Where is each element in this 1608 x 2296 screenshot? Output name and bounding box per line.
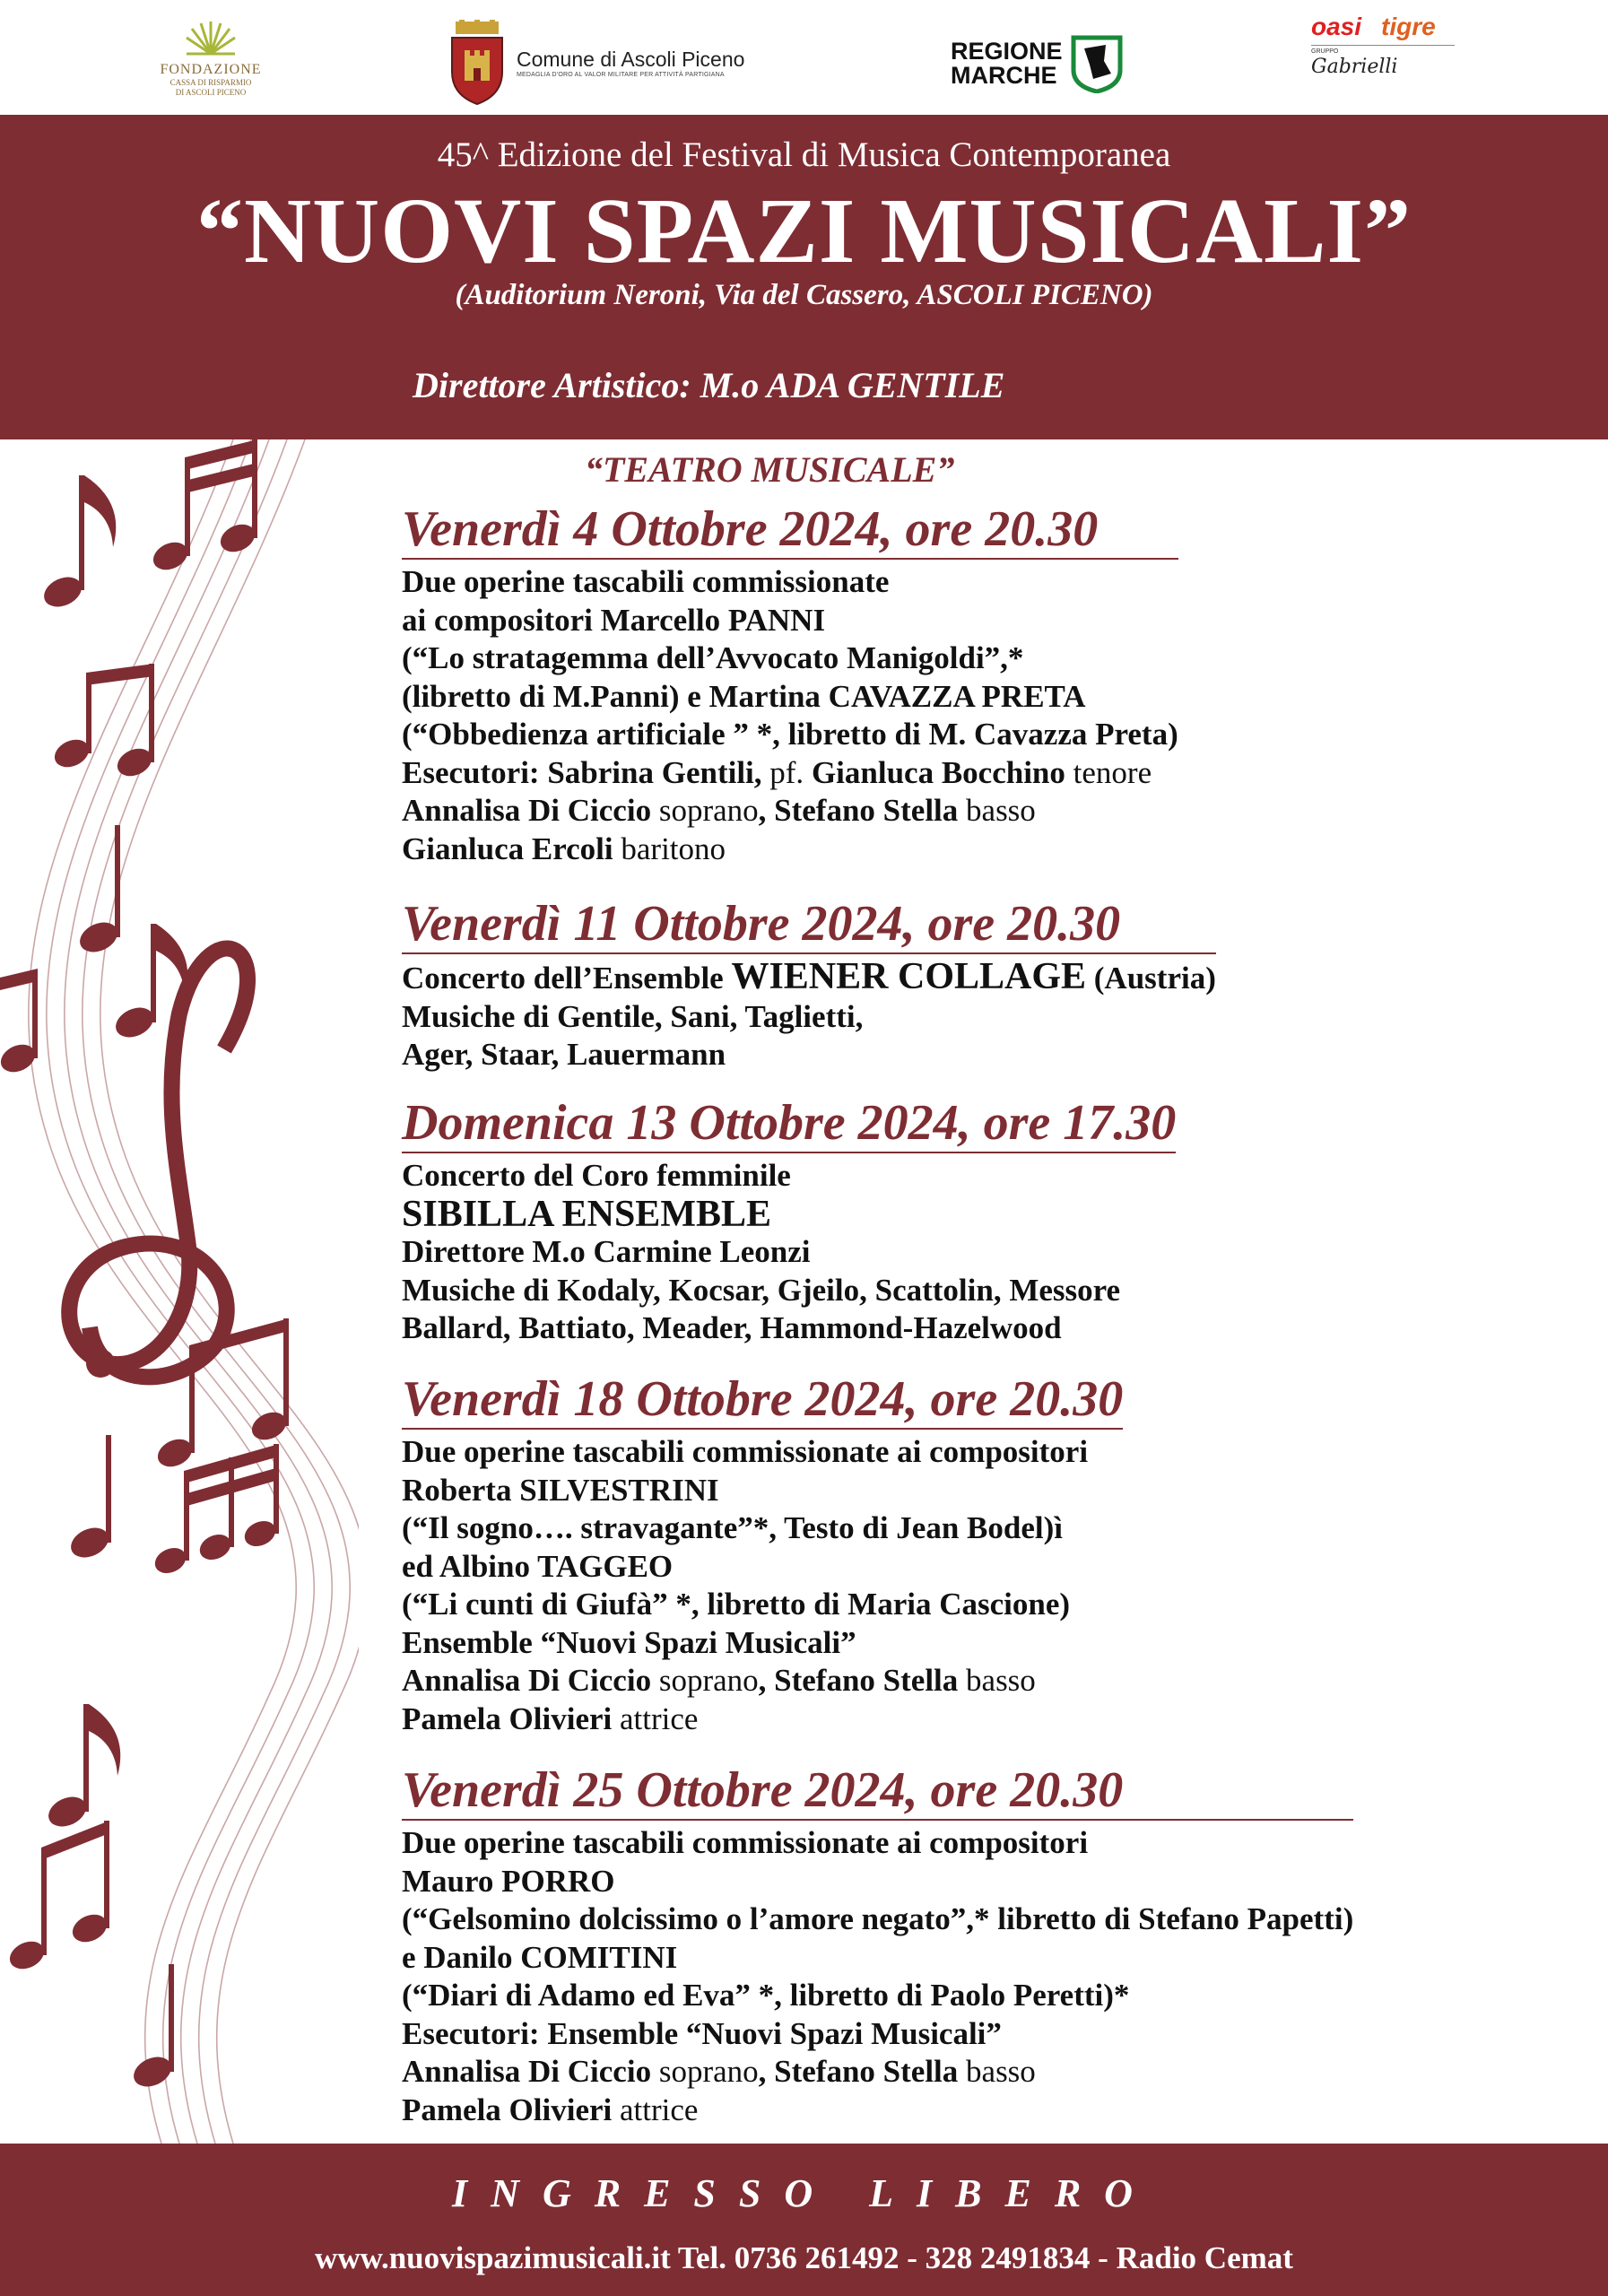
detail-text: (“Li cunti di Giufà” *, libretto di Maria Cascione) <box>402 1587 1071 1622</box>
event-detail-line <box>402 1472 1123 1510</box>
comune-subtitle: MEDAGLIA D'ORO AL VALOR MILITARE PER ATTIVITÀ PARTIGIANA <box>517 72 725 78</box>
comune-name: Comune di Ascoli Piceno <box>517 48 745 71</box>
oasi-tigre-logo <box>1311 13 1455 78</box>
event-date: Venerdì 25 Ottobre 2024, ore 20.30 <box>402 1762 1124 1818</box>
detail-text: Ensemble “Nuovi Spazi Musicali” <box>402 1624 856 1660</box>
role-text: soprano <box>658 1663 759 1698</box>
section-title: “TEATRO MUSICALE” <box>585 449 955 490</box>
detail-text: Due operine tascabili commissionate <box>402 564 890 599</box>
detail-text: Musiche di Kodaly, Kocsar, Gjeilo, Scattolin, Messore <box>402 1272 1121 1308</box>
detail-text: Roberta SILVESTRINI <box>402 1472 719 1508</box>
event-detail-line <box>402 1509 1123 1548</box>
detail-text: Annalisa Di Ciccio <box>402 1663 659 1698</box>
detail-text: ed Albino TAGGEO <box>402 1548 674 1584</box>
regione-line2: MARCHE <box>951 62 1057 89</box>
date-underline <box>402 1819 1353 1821</box>
beamed-notes-icon <box>0 969 39 1077</box>
role-text: pf. <box>769 754 812 790</box>
beamed-notes-icon <box>5 1821 111 1974</box>
event-detail-line <box>402 1157 1176 1196</box>
role-text: tenore <box>1073 754 1152 790</box>
role-text: basso <box>966 2054 1036 2089</box>
detail-text: , Stefano Stella <box>758 793 967 828</box>
event-date: Domenica 13 Ottobre 2024, ore 17.30 <box>402 1095 1177 1151</box>
role-text: basso <box>966 1663 1036 1698</box>
event-detail-line <box>402 2092 1353 2130</box>
role-text: baritono <box>621 831 726 866</box>
event-detail-line <box>402 639 1178 678</box>
event-detail-line <box>402 958 1216 998</box>
role-text: soprano <box>658 793 759 828</box>
event-detail-line <box>402 1863 1353 1901</box>
detail-text: Gianluca Ercoli <box>402 831 621 866</box>
oasi-wordmark: oasi <box>1311 13 1362 40</box>
detail-text: (Austria) <box>1086 961 1216 996</box>
detail-text: Ballard, Battiato, Meader, Hammond-Hazelwood <box>402 1310 1062 1345</box>
footer-band <box>0 2144 1608 2296</box>
festival-venue: (Auditorium Neroni, Via del Cassero, ASCOLI PICENO) <box>455 279 1153 311</box>
event-block <box>402 897 1216 1074</box>
sponsor-logos-bar <box>0 0 1608 115</box>
role-text: soprano <box>658 2054 759 2089</box>
event-detail-line <box>402 1548 1123 1587</box>
beamed-notes-icon <box>50 664 156 781</box>
detail-text: (“Diari di Adamo ed Eva” *, libretto di Paolo Peretti)* <box>402 1978 1130 2013</box>
artistic-director: Direttore Artistico: M.o ADA GENTILE <box>413 365 1005 405</box>
event-block <box>402 502 1178 868</box>
detail-text: Gianluca Bocchino <box>811 754 1073 790</box>
eighth-note-icon <box>39 475 117 613</box>
fondazione-line2: DI ASCOLI PICENO <box>175 88 247 97</box>
fondazione-name: FONDAZIONE <box>160 62 262 77</box>
detail-text: (“Obbedienza artificiale ” *, libretto di M. Cavazza Preta) <box>402 717 1178 752</box>
event-block <box>402 1372 1123 1738</box>
event-detail-line <box>402 754 1178 793</box>
detail-text: Annalisa Di Ciccio <box>402 793 659 828</box>
event-block <box>402 1096 1176 1348</box>
detail-text: e Danilo COMITINI <box>402 1939 678 1975</box>
event-detail-line <box>402 1272 1176 1310</box>
detail-text: Concerto del Coro femminile <box>402 1158 791 1193</box>
detail-text: Due operine tascabili commissionate ai compositori <box>402 1825 1089 1860</box>
fondazione-logo <box>152 20 269 98</box>
detail-text: Annalisa Di Ciccio <box>402 2054 659 2089</box>
event-date: Venerdì 4 Ottobre 2024, ore 20.30 <box>402 501 1099 557</box>
event-detail-line <box>402 1900 1353 1939</box>
coat-of-arms-icon <box>448 20 506 106</box>
event-detail-line <box>402 1586 1123 1624</box>
event-detail-line <box>402 1433 1123 1472</box>
event-detail-line <box>402 602 1178 640</box>
detail-text: (“Il sogno…. stravagante”*, Testo di Jean Bodel)ì <box>402 1510 1063 1545</box>
detail-text: Musiche di Gentile, Sani, Taglietti, <box>402 998 864 1034</box>
event-detail-line <box>402 2015 1353 2054</box>
event-date: Venerdì 18 Ottobre 2024, ore 20.30 <box>402 1371 1124 1427</box>
detail-text: Esecutori: Sabrina Gentili, <box>402 754 770 790</box>
regione-emblem-icon <box>1070 34 1124 93</box>
event-detail-line <box>402 831 1178 869</box>
detail-text: Direttore M.o Carmine Leonzi <box>402 1234 811 1269</box>
event-detail-line <box>402 2053 1353 2092</box>
quarter-note-icon <box>129 1964 177 2092</box>
detail-text: Esecutori: Ensemble “Nuovi Spazi Musicali” <box>402 2015 1002 2051</box>
contact-info: www.nuovispazimusicali.it Tel. 0736 261492 - 328 2491834 - Radio Cemat <box>315 2240 1293 2275</box>
quarter-note-icon <box>66 1435 114 1563</box>
festival-edition: 45^ Edizione del Festival di Musica Contemporanea <box>437 135 1171 174</box>
fan-icon <box>179 20 242 56</box>
fondazione-line1: CASSA DI RISPARMIO <box>169 78 252 87</box>
role-text: attrice <box>619 1700 699 1736</box>
event-detail-line <box>402 1977 1353 2015</box>
event-detail-line <box>402 792 1178 831</box>
event-block <box>402 1763 1353 2129</box>
date-underline <box>402 558 1178 560</box>
tigre-wordmark: tigre <box>1381 13 1436 40</box>
event-detail-line <box>402 998 1216 1037</box>
detail-text: WIENER COLLAGE <box>731 956 1087 997</box>
gruppo-label: GRUPPO <box>1311 48 1339 55</box>
regione-line1: REGIONE <box>951 38 1063 65</box>
regione-marche-logo <box>951 34 1124 93</box>
event-detail-line <box>402 678 1178 717</box>
date-underline <box>402 1152 1176 1153</box>
detail-text: SIBILLA ENSEMBLE <box>402 1193 772 1235</box>
event-detail-line <box>402 1824 1353 1863</box>
role-text: attrice <box>619 2092 699 2127</box>
event-detail-line <box>402 563 1178 602</box>
detail-text: Mauro PORRO <box>402 1863 615 1899</box>
detail-text: Due operine tascabili commissionate ai compositori <box>402 1434 1089 1469</box>
event-detail-line <box>402 1624 1123 1663</box>
detail-text: , Stefano Stella <box>758 1663 967 1698</box>
event-detail-line <box>402 1193 1176 1235</box>
detail-text: ai compositori Marcello PANNI <box>402 602 826 638</box>
event-detail-line <box>402 1233 1176 1272</box>
free-entry-label: INGRESSO LIBERO <box>452 2171 1156 2215</box>
detail-text: , Stefano Stella <box>758 2054 967 2089</box>
event-detail-line <box>402 1939 1353 1978</box>
detail-text: Pamela Olivieri <box>402 1700 620 1736</box>
detail-text: (libretto di M.Panni) e Martina CAVAZZA PRETA <box>402 678 1086 714</box>
role-text: basso <box>966 793 1036 828</box>
comune-logo <box>448 20 744 106</box>
date-underline <box>402 952 1216 954</box>
date-underline <box>402 1428 1123 1430</box>
event-detail-line <box>402 716 1178 754</box>
detail-text: Pamela Olivieri <box>402 2092 620 2127</box>
music-notes-decoration <box>0 439 359 2144</box>
festival-title: “NUOVI SPAZI MUSICALI” <box>196 179 1412 283</box>
treble-clef-icon <box>69 949 248 1378</box>
event-date: Venerdì 11 Ottobre 2024, ore 20.30 <box>402 896 1121 952</box>
gabrielli-signature: Gabrielli <box>1311 56 1398 78</box>
eighth-note-icon <box>44 1704 121 1832</box>
detail-text: (“Gelsomino dolcissimo o l’amore negato”,* libretto di Stefano Papetti) <box>402 1901 1354 1936</box>
event-detail-line <box>402 1036 1216 1074</box>
header-band <box>0 115 1608 439</box>
event-detail-line <box>402 1662 1123 1700</box>
event-detail-line <box>402 1700 1123 1739</box>
detail-text: Concerto dell’Ensemble <box>402 961 732 996</box>
event-detail-line <box>402 1309 1176 1348</box>
detail-text: Ager, Staar, Lauermann <box>402 1037 726 1072</box>
detail-text: (“Lo stratagemma dell’Avvocato Manigoldi”,* <box>402 640 1024 675</box>
